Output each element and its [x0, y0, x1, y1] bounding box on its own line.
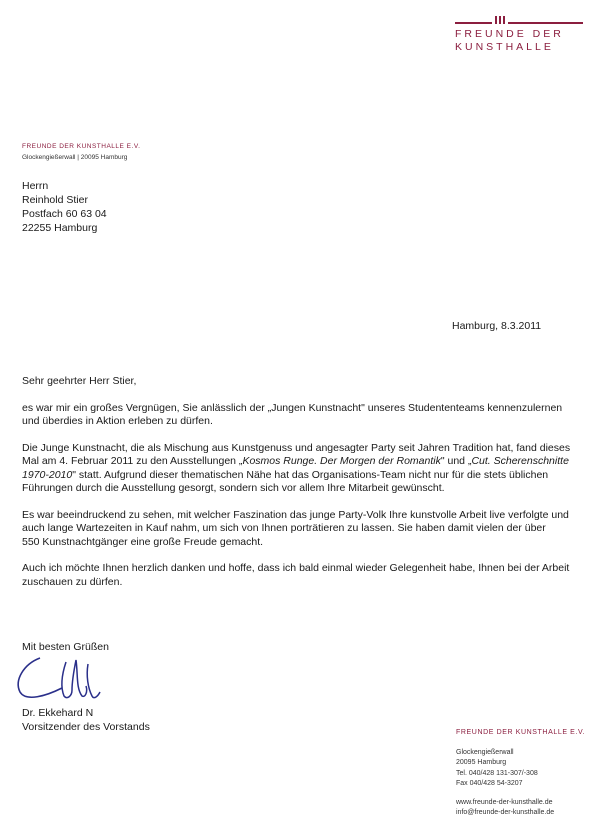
sender-block [22, 141, 140, 163]
sender-address: Glockengießerwall | 20095 Hamburg [22, 154, 128, 161]
letterhead-logo [455, 14, 583, 54]
exhibition-title-2: Cut. Scherenschnitte 1970-2010 [22, 455, 569, 481]
paragraph-3: Es war beeindruckend zu sehen, mit welcher Faszination das junge Party-Volk Ihre kunstvolle Arbeit live verfolgte und auch lange Wartezeiten in Kauf nahm, um sich von Ihnen porträtieren zu lassen. Sie haben damit vielen der über 550 Kunstnachtgänger eine große Freude gemacht. [22, 508, 569, 548]
footer-web-link[interactable]: www.freunde-der-kunsthalle.de [456, 798, 553, 806]
footer-contact [456, 728, 585, 819]
handwritten-signature [10, 650, 105, 710]
logo-text [455, 28, 583, 54]
footer-street: Glockengießerwall [456, 748, 514, 756]
logo-line-1: FREUNDE DER [455, 28, 564, 40]
recipient-line-3: Postfach 60 63 04 [22, 208, 107, 220]
footer-tel: Tel. 040/428 131-307/-308 [456, 769, 538, 777]
paragraph-2: Die Junge Kunstnacht, die als Mischung aus Kunstgenuss und angesagter Party seit Jahren Tradition hat, fand dieses Mal am 4. Februar 2011 zu den Ausstellungen „Kosmos Runge. Der Morgen der Romantik" und „Cut. Scherenschnitte 1970-2010" statt. Aufgrund dieser thematischen Nähe hat das Organisations-Team nicht nur für die stets üblichen Führungen durch die Ausstellung gesorgt, sondern sich vor allem Ihre Mitarbeit gewünscht. [22, 441, 571, 494]
recipient-line-4: 22255 Hamburg [22, 222, 98, 234]
logo-line-2: KUNSTHALLE [455, 41, 554, 53]
exhibition-title-1: Kosmos Runge. Der Morgen der Romantik [242, 455, 441, 467]
closing: Mit besten Grüßen [22, 641, 109, 653]
footer-email-link[interactable]: info@freunde-der-kunsthalle.de [456, 809, 555, 816]
signer-name: Dr. Ekkehard N [22, 707, 94, 719]
letter-date: Hamburg, 8.3.2011 [452, 320, 542, 332]
sender-org: FREUNDE DER KUNSTHALLE E.V. [22, 143, 141, 150]
paragraph-1: es war mir ein großes Vergnügen, Sie anlässlich der „Jungen Kunstnacht" unseres Studententeams kennenzulernen und überdies in Aktion erleben zu dürfen. [22, 401, 563, 427]
signer-title: Vorsitzender des Vorstands [22, 721, 150, 733]
recipient-line-1: Herrn [22, 180, 49, 192]
recipient-line-2: Reinhold Stier [22, 194, 88, 206]
footer-org: FREUNDE DER KUNSTHALLE E.V. [456, 729, 586, 736]
paragraph-4: Auch ich möchte Ihnen herzlich danken und hoffe, dass ich bald einmal wieder Gelegenheit habe, Ihnen bei der Arbeit zuschauen zu dürfen. [22, 562, 570, 588]
signer-block [22, 706, 150, 734]
logo-mark [455, 14, 583, 24]
recipient-address [22, 179, 107, 235]
letter-body [22, 375, 577, 602]
salutation: Sehr geehrter Herr Stier, [22, 375, 137, 387]
footer-city: 20095 Hamburg [456, 759, 507, 766]
footer-fax: Fax 040/428 54-3207 [456, 780, 523, 787]
